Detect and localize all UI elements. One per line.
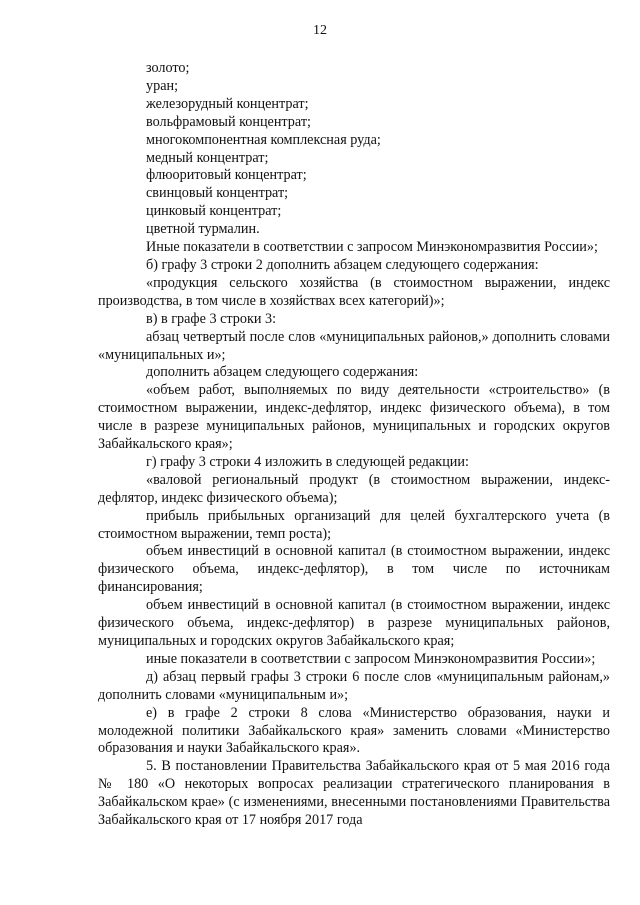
paragraph: Иные показатели в соответствии с запросом Минэкономразвития России»; bbox=[146, 239, 598, 256]
list-item: вольфрамовый концентрат; bbox=[146, 113, 311, 130]
paragraph: объем инвестиций в основной капитал (в стоимостном выражении, индекс физического объема, индекс-дефлятор) в разрезе муниципальных районов, муниципальных и городских округов Забайкальского края; bbox=[98, 597, 610, 649]
paragraph: «продукция сельского хозяйства (в стоимостном выражении, индекс производства, в том числе в хозяйствах всех категорий)»; bbox=[98, 274, 610, 309]
paragraph: прибыль прибыльных организаций для целей бухгалтерского учета (в стоимостном выражении, темп роста); bbox=[98, 507, 610, 542]
paragraph: «валовой региональный продукт (в стоимостном выражении, индекс-дефлятор, индекс физического объема); bbox=[98, 471, 610, 506]
paragraph: 5. В постановлении Правительства Забайкальского края от 5 мая 2016 года № 180 «О некоторых вопросах реализации стратегического планирования в Забайкальском крае» (с изменениями, внесенными постановлениями Правительства Забайкальского края от 17 ноября 2017 года bbox=[98, 758, 610, 829]
paragraph: дополнить абзацем следующего содержания: bbox=[146, 364, 419, 381]
paragraph: б) графу 3 строки 2 дополнить абзацем следующего содержания: bbox=[146, 256, 539, 273]
list-item: медный концентрат; bbox=[146, 149, 269, 166]
list-item: золото; bbox=[146, 60, 190, 76]
paragraph: иные показатели в соответствии с запросом Минэкономразвития России»; bbox=[146, 650, 596, 667]
paragraph: д) абзац первый графы 3 строки 6 после слов «муниципальным районам,» дополнить словами «муниципальным и»; bbox=[98, 668, 610, 703]
list-item: свинцовый концентрат; bbox=[146, 185, 289, 202]
list-item: флюоритовый концентрат; bbox=[146, 167, 307, 184]
list-item: цинковый концентрат; bbox=[146, 203, 282, 220]
paragraph: в) в графе 3 строки 3: bbox=[146, 310, 277, 327]
list-item: цветной турмалин. bbox=[146, 221, 260, 238]
list-item: уран; bbox=[146, 77, 179, 94]
document-body bbox=[98, 60, 610, 830]
page-number: 12 bbox=[313, 23, 327, 38]
paragraph: е) в графе 2 строки 8 слова «Министерство образования, науки и молодежной политики Забайкальского края» заменить словами «Министерство образования и науки Забайкальского края». bbox=[98, 704, 610, 757]
paragraph: объем инвестиций в основной капитал (в стоимостном выражении, индекс физического объема, индекс-дефлятор), в том числе по источникам финансирования; bbox=[98, 543, 610, 596]
paragraph: «объем работ, выполняемых по виду деятельности «строительство» (в стоимостном выражении, индекс-дефлятор, индекс физического объема), в том числе в разрезе муниципальных районов, муниципальных и городских округов Забайкальского края»; bbox=[98, 382, 610, 453]
list-item: железорудный концентрат; bbox=[146, 95, 309, 112]
paragraph: г) графу 3 строки 4 изложить в следующей редакции: bbox=[146, 453, 469, 470]
list-item: многокомпонентная комплексная руда; bbox=[146, 131, 381, 148]
paragraph: абзац четвертый после слов «муниципальных районов,» дополнить словами «муниципальных и»; bbox=[98, 328, 610, 363]
